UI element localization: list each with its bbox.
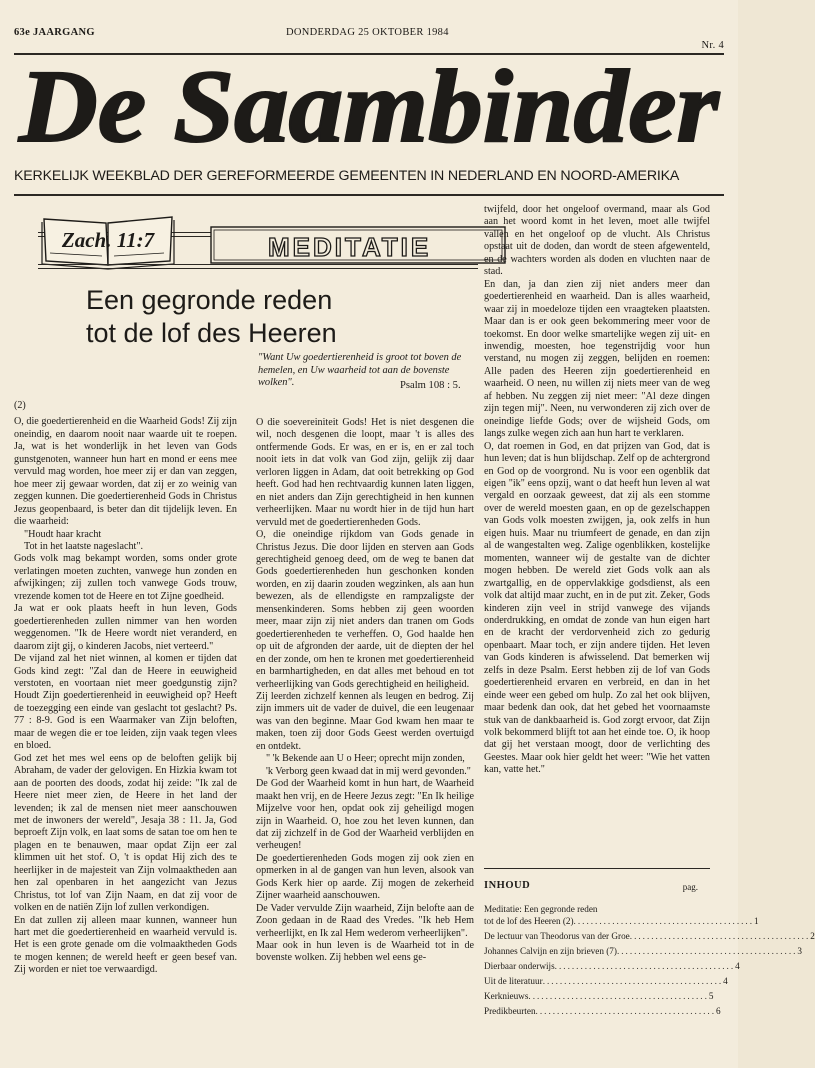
toc-item-page: 2: [810, 931, 815, 941]
table-of-contents: [484, 880, 815, 1017]
toc-item[interactable]: [484, 903, 710, 915]
toc-leader: ..........................................: [535, 1006, 717, 1016]
paragraph: Gods volk mag bekampt worden, soms onder grote verlatingen moeten zuchten, vanwege hun zonden en afwijkingen; zij zullen toch vanwege Gods trouw, vrezende komen tot de Heere en tot Zijne goedheid.: [14, 553, 237, 602]
toc-item[interactable]: [484, 945, 802, 957]
toc-item-text: De lectuur van Theodorus van der Groe: [484, 931, 630, 941]
banner-rule-bottom: [38, 264, 478, 265]
verse-line: " 'k Bekende aan U o Heer; oprecht mijn zonden,: [266, 753, 465, 765]
paragraph: De Vader vervulde Zijn waarheid, Zijn belofte aan de Zoon gedaan in de Raad des Vredes. "Ik heb Hem verheerlijkt, en Ik zal Hem wederom verheerlijken".: [256, 902, 474, 939]
masthead-title: De Saambinder: [17, 49, 721, 164]
paragraph: O, die oneindige rijkdom van Gods genade in Christus Jezus. Die door lijden en sterven aan Gods gerechtigheid genoeg deed, om de weg te banen dat Gods goedertierenheden hun geschonken konden worden, en zij daarin zouden wegzinken, als aan hun bewezen, als de ellendigste en rampzaligste der mensenkinderen. Soms hebben zij geen woorden meer, maar zijn zij niet anders dan tranen om Gods goedertierenheden te verheffen. O, God haalde hen op uit de afgronden der aarde, uit de diepten der hel en der zonde, om hen te kronen met goedertierenheid en barmhartigheden, en dat alles met behoud en tot verheerlijking van Gods gerechtigheid en heiligheid.: [256, 529, 474, 690]
toc-item[interactable]: [484, 960, 740, 972]
toc-page-label: pag.: [682, 882, 698, 892]
toc-item-text: Johannes Calvijn en zijn brieven (7): [484, 946, 617, 956]
article-column-2: [256, 417, 474, 965]
toc-leader: ..........................................: [616, 946, 798, 956]
toc-item-page: 4: [735, 961, 740, 971]
toc-item-text: Kerknieuws: [484, 991, 529, 1001]
paragraph: Maar ook in hun leven is de Waarheid tot in de bovenste wolken. Zij hebben wel eens ge-: [256, 940, 474, 964]
toc-item-text: Predikbeurten: [484, 1006, 536, 1016]
toc-item[interactable]: [484, 930, 815, 942]
scripture-quote: "Want Uw goedertierenheid is groot tot boven de hemelen, en Uw waarheid tot aan de bovenste wolken".: [258, 352, 462, 388]
paragraph: Zij leerden zichzelf kennen als leugen en bedrog. Zij zijn immers uit de vader de duivel, die een leugenaar was van den beginne. Maar God kwam hen maar te maken, toen zij door Gods Geest werden overtuigd en ontdekt.: [256, 690, 474, 752]
paragraph: De God der Waarheid komt in hun hart, de Waarheid maakt hen vrij, en de Heere Jezus zegt: "En Ik heilige Mijzelve voor hen, opdat ook zij geheiligd mogen zijn in Waarheid. O, hoe zou het leven kunnen, dan dat zij zichzelf in de God der Waarheid verblijden en verheugen!: [256, 778, 474, 852]
volume-label: 63e JAARGANG: [14, 27, 95, 38]
article-column-3: [484, 204, 710, 777]
article-column-1: [14, 400, 237, 977]
toc-item-page: 3: [797, 946, 802, 956]
paragraph: God zet het mes wel eens op de beloften gelijk bij Abraham, de vader der gelovigen. En Hizkia kwam tot aan de poorten des doods, zodat hij zeide: "Ik zal de Heere niet meer zien, de Heere in het land der levenden; ik zal de mensen niet meer aanschouwen met de inwoners der wereld", Jesaja 38 : 11. Ja, God beproeft Zijn volk, en laat soms de satan toe om hen te plagen en te benauwen, maar opdat Zijn eer zal klimmen uit het stof. O, 't is opdat Hij zich des te heerlijker in de majesteit van Zijn volmaaktheden aan hen zal openbaren in het aangezicht van Jezus Christus, tot lof van Zijn Naam, en dat zij voor de volken en de natiën Zijn lof zullen verkondigen.: [14, 752, 237, 914]
paragraph: O die soevereiniteit Gods! Het is niet desgenen die wil, noch desgenen die loopt, maar 't is alles des ontfermende Gods. Er was, en er is, en er zal toch nooit iets in dat volk van God zijn, gelijk zij daar verloren liggen in Adam, dat ooit betrekking op God heeft. God had hen rechtvaardig kunnen laten liggen, en niet anders dan Zijn gerechtigheid in hen kunnen verheerlijken. Maar nu wordt hier in de tijd hun hart vervuld met de goedertierenheden Gods.: [256, 417, 474, 528]
scripture-reference: Zach. 11:7: [61, 228, 155, 252]
paragraph: En dat zullen zij alleen maar kunnen, wanneer hun hart met die goedertierenheid en waarheid vervuld is. Het is een grote genade om die volmaaktheden Gods te mogen kennen; de wereld heeft er geen besef van. Zij worden er niet toe verwaardigd.: [14, 914, 237, 976]
subtitle-rule: [14, 194, 724, 196]
paragraph: En dan, ja dan zien zij niet anders meer dan goedertierenheid en waarheid. Dan is alles waarheid, waar zij in moedeloze tijden een vraagteken plaatsten. Maar dan is er ook geen bekommering meer voor de toekomst. En door welke smartelijke wegen zij uit- en inwendig, moesten, hoe tegenstrijdig voor hun verstand, nu mogen zij zeggen, belijden en roemen: Alle paden des Heeren zijn goedertierenheid en waarheid. O neen, nu willen zij niets meer van de weg af hebben. Nu zeggen zij niet meer: "Al deze dingen zijn tegen mij". Neen, nu verwonderen zij zich over de oneindige liefde Gods; over de wijsheid Gods, om langs zulke wegen zich aan hun hart te verklaren.: [484, 278, 710, 440]
paragraph: De goedertierenheden Gods mogen zij ook zien en opmerken in al de gangen van hun leven, alsook van Gods Kerk hier op aarde. Zij mogen de zekerheid Zijner waarheid aanschouwen.: [256, 852, 474, 902]
toc-item-page: 6: [716, 1006, 721, 1016]
toc-item-text: Dierbaar onderwijs: [484, 961, 555, 971]
toc-item-page: 1: [754, 916, 759, 926]
toc-leader: ..........................................: [573, 916, 755, 926]
toc-item[interactable]: [484, 1005, 721, 1017]
paragraph: De vijand zal het niet winnen, al komen er tijden dat Gods kind zegt: "Zal dan de Heere in eeuwigheid verstoten, en voortaan niet meer goedgunstig zijn? Houdt Zijn goedertierenheid in eeuwigheid op? Heeft de toezegging een einde van geslacht tot geslacht? Ps. 77 : 8-9. God is een Waarmaker van Zijn beloften, maar de wegen die er toe leiden, zijn vaak tegen vlees en bloed.: [14, 653, 237, 752]
masthead-logo: [14, 45, 724, 163]
toc-leader: ..........................................: [542, 976, 724, 986]
toc-item-text: tot de lof des Heeren (2): [484, 916, 574, 926]
toc-leader: ..........................................: [629, 931, 811, 941]
article-title-line-1: Een gegronde reden: [86, 285, 333, 315]
article-title: [86, 284, 337, 350]
open-book-icon: [38, 213, 178, 269]
toc-leader: ..........................................: [554, 961, 736, 971]
paragraph: Ja wat er ook plaats heeft in hun leven, Gods goedertierenheden zullen nimmer van hen worden weggenomen. "Ik de Heere wordt niet veranderd, en daarom zijt gij, o kinderen Jacobs, niet verteerd.": [14, 603, 237, 652]
paragraph: twijfeld, door het ongeloof overmand, maar als God aan het woord komt in het leven, moet alle twijfel vallen en het ongeloof op de vlucht. Als Christus opstaat uit de doden, dan wordt de steen afgewenteld, en de wachters worden als doden en vluchten naar de stad.: [484, 204, 710, 278]
toc-item[interactable]: [484, 990, 714, 1002]
article-title-line-2: tot de lof des Heeren: [86, 318, 337, 348]
verse-line: 'k Verborg geen kwaad dat in mij werd gevonden.": [266, 765, 471, 777]
issue-date: DONDERDAG 25 OKTOBER 1984: [286, 27, 449, 38]
masthead: [14, 45, 724, 163]
verse-line: "Houdt haar kracht: [24, 528, 102, 540]
toc-leader: ..........................................: [528, 991, 709, 1001]
meditatie-box: [210, 226, 506, 264]
toc-item[interactable]: [484, 975, 728, 987]
part-number: (2): [14, 400, 26, 411]
verse-line: Tot in het laatste nageslacht".: [24, 540, 143, 552]
toc-item-page: 4: [723, 976, 728, 986]
inhoud-rule: [484, 868, 710, 869]
paragraph: O, die goedertierenheid en die Waarheid Gods! Zij zijn oneindig, en daarom nooit naar waarde uit te roepen. Ja, wat is het wonderlijk in het leven van Gods gunstgenoten, wanneer hun hart en mond er eens mee vervuld mag worden, hoe meer zij er dan van zeggen, hoe meer zij gewaar worden, dat zij er zo weinig van zeggen kunnen. Die goedertierenheid Gods in Christus Jezus geopenbaard, is beter dan dit tijdelijk leven. En die waarheid:: [14, 416, 237, 528]
section-label: MEDITATIE: [268, 232, 432, 262]
toc-item[interactable]: [484, 915, 759, 927]
toc-item-text: Uit de literatuur: [484, 976, 543, 986]
quote-reference: Psalm 108 : 5.: [400, 380, 461, 391]
banner-rule-bottom-2: [38, 268, 478, 269]
toc-item-text: Meditatie: Een gegronde reden: [484, 904, 598, 914]
toc-title: INHOUD: [484, 880, 531, 891]
toc-item-page: 5: [708, 991, 714, 1001]
issue-number: Nr. 4: [701, 40, 724, 51]
paragraph: O, dat roemen in God, en dat prijzen van God, dat is hun leven; dat is hun blijdschap. Zelf op de achtergrond en God op de voorgrond. Nu is voor een ogenblik dat eigen "ik" eens opzij, want o dat heeft hun leven al wat vergald en oorzaak geweest, dat zij als een stomme over de wereld moesten gaan, en op de gezelschappen van Gods volk moesten zwijgen, ja, ook zelfs in hun eigen huis. Maar nu triumfeert de genade, en dan zijn al de wangestalten weg. Zalige ogenblikken, kostelijke momenten, wanneer wij de gestalte van de dichter mogen hebben. De wereld ziet Gods volk aan als zwartgallig, en de oppervlakkige godsdienst, als een volk dat altijd maar zucht, en in de put zit. Zeker, Gods kinderen zijn veel in strijd vanwege des vijands onderdrukking, en omdat de zonde van hun eigen hart en de kracht der verdorvenheid zich zo gedurig openbaart. Maar toch, er zijn andere tijden. Het leven van Gods kinderen is afwisselend. Dat bemerken wij zelfs in deze Psalm. Eerst hebben zij de lof van Gods goedertierenheid ervaren en verbreid, en dan in het einde weer een gebed om hulp. Zo zal het ook blijven, maar bedenk dan ook, dat het gebed het voornaamste stuk van de dankbaarheid is. God zorgt ervoor, dat Zijn volk bekommerd blijft tot aan het einde toe. O, ik hoop dat gij het verstaan moogt, door de verlichting des Geestes. Maar ook hier geldt het weer: "Wie het vatten kan, vatte het.": [484, 440, 710, 776]
masthead-subtitle: KERKELIJK WEEKBLAD DER GEREFORMEERDE GEMEENTEN IN NEDERLAND EN NOORD-AMERIKA: [14, 168, 680, 184]
